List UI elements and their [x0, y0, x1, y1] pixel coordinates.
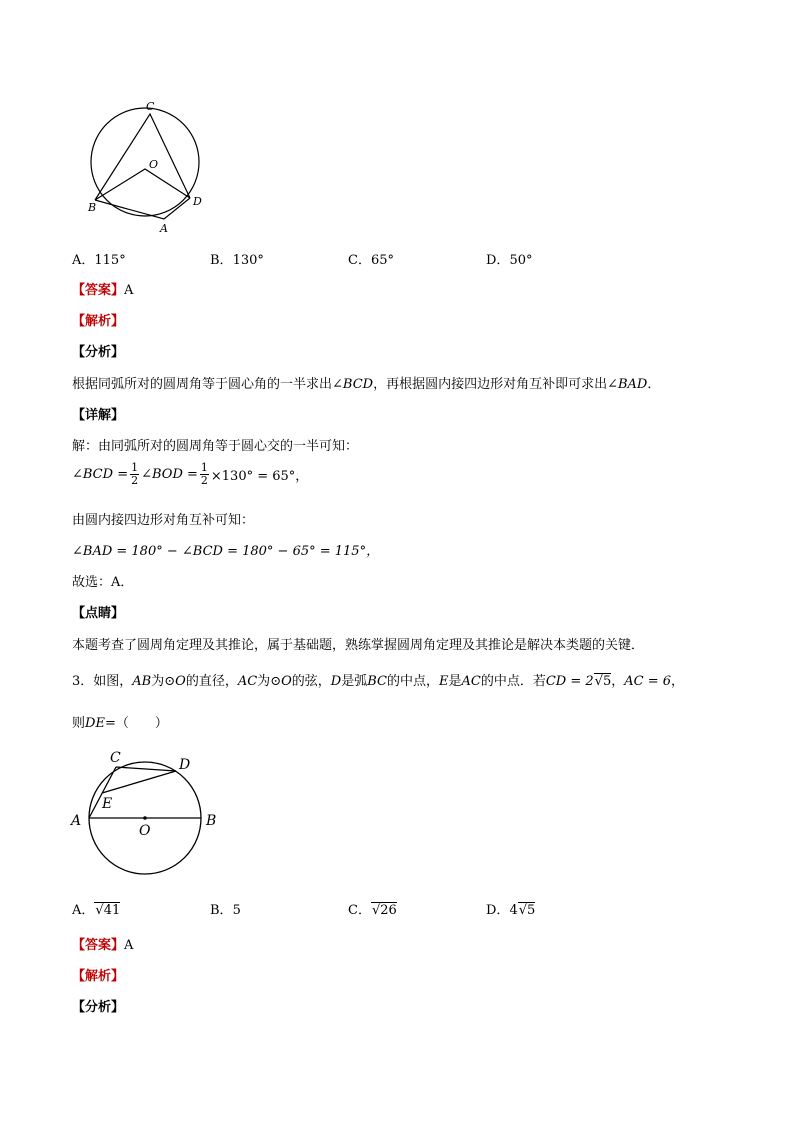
- q3-analysis-tag: 【解析】: [72, 969, 125, 984]
- circle-o: [91, 108, 199, 216]
- label-d: D: [179, 757, 191, 773]
- segment-de: [102, 771, 176, 793]
- label-e: E: [102, 796, 113, 812]
- sqrt-41: √41: [95, 903, 121, 918]
- label-d: D: [193, 195, 202, 208]
- xiangjie-line-5: 故选：A．: [72, 575, 134, 590]
- segment-bco: [95, 114, 190, 200]
- q3-stem: 3．如图，AB为⊙O的直径，AC为⊙O的弦，D是弧BC的中点，E是AC的中点．若CD = 2√5，AC = 6，: [72, 674, 685, 689]
- label-b: B: [206, 813, 217, 829]
- figure-circle-quadrilateral: [80, 95, 215, 235]
- answer-row: [72, 279, 133, 298]
- xiangjie-equation-1: ∠BCD = $\frac{1}{2}$ ∠BOD = $\frac{1}{2}$ ×130° = 65°，: [72, 461, 309, 487]
- q3-answer-value: A: [124, 938, 134, 953]
- sqrt-5: √5: [594, 674, 612, 689]
- analysis-tag: 【解析】: [72, 314, 125, 329]
- q3-choice-c[interactable]: C．√26: [348, 903, 397, 918]
- xiangjie-tag: 【详解】: [72, 408, 125, 423]
- figure-circle-diameter: [66, 744, 226, 880]
- q3-answer-row: [72, 934, 133, 953]
- dianjing-text: 本题考查了圆周角定理及其推论，属于基础题，熟练掌握圆周角定理及其推论是解决本类题的关键．: [72, 638, 645, 653]
- chord-cd: [116, 767, 176, 771]
- fraction-half-2: $\frac{1}{2}$: [200, 461, 208, 487]
- sqrt-5-choice: √5: [518, 903, 536, 918]
- label-o: O: [149, 158, 159, 171]
- label-a: A: [160, 222, 168, 235]
- fenxi-text: 根据同弧所对的圆周角等于圆心角的一半求出∠BCD，再根据圆内接四边形对角互补即可求出∠BAD．: [72, 377, 661, 392]
- center-dot: [143, 816, 147, 820]
- dianjing-tag: 【点睛】: [72, 606, 125, 621]
- label-c: C: [110, 750, 121, 766]
- q3-choice-d[interactable]: D．4√5: [486, 903, 536, 918]
- fenxi-tag: 【分析】: [72, 345, 125, 360]
- xiangjie-line-3: 由圆内接四边形对角互补可知：: [72, 513, 255, 528]
- q3-stem-line-2: 则DE=（ ）: [72, 716, 168, 731]
- label-c: C: [146, 100, 155, 113]
- answer-value: A: [124, 283, 134, 298]
- q3-answer-tag: 【答案】: [72, 938, 125, 953]
- xiangjie-equation-2: ∠BAD = 180° − ∠BCD = 180° − 65° = 115°，: [72, 544, 380, 559]
- xiangjie-line-1: 解：由同弧所对的圆周角等于圆心交的一半可知：: [72, 439, 359, 454]
- choice-c[interactable]: C．65°: [348, 253, 394, 268]
- q3-choice-b[interactable]: B．5: [210, 903, 241, 918]
- choice-a[interactable]: A．115°: [72, 253, 126, 268]
- fraction-half: $\frac{1}{2}$: [131, 461, 139, 487]
- label-o: O: [139, 823, 151, 839]
- q3-fenxi-tag: 【分析】: [72, 1000, 125, 1015]
- sqrt-26: √26: [371, 903, 397, 918]
- label-b: B: [88, 201, 97, 214]
- label-a: A: [71, 813, 82, 829]
- answer-tag: 【答案】: [72, 283, 125, 298]
- q3-choice-a[interactable]: A．√41: [72, 903, 121, 918]
- choice-b[interactable]: B．130°: [210, 253, 264, 268]
- choice-d[interactable]: D．50°: [486, 253, 533, 268]
- segment-bod: [95, 169, 190, 200]
